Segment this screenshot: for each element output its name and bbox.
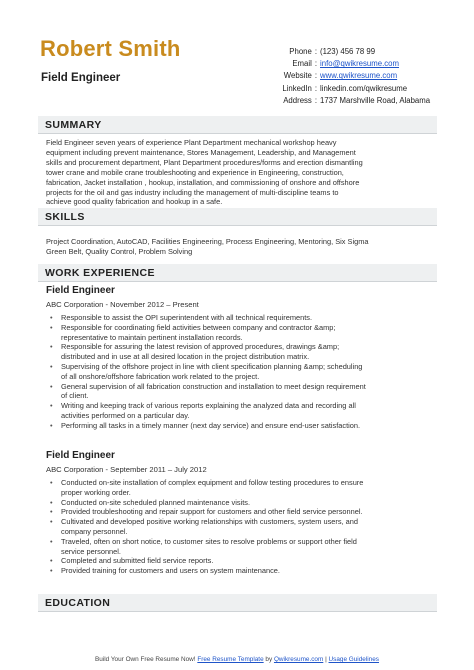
- contact-email: [208, 58, 438, 70]
- contact-linkedin: [208, 83, 438, 95]
- list-item: • Cultivated and developed positive working relationships with customers, system users, and company personnel.: [46, 517, 435, 537]
- summary-line: achieve good quality fabrication and hookup in a safe.: [46, 197, 223, 207]
- footer-prefix: Build Your Own Free Resume Now!: [95, 656, 196, 663]
- list-item: • Conducted on-site scheduled planned maintenance visits.: [46, 498, 435, 508]
- list-item: • Completed and submitted field service reports.: [46, 556, 435, 566]
- footer-site-link[interactable]: Qwikresume.com: [273, 656, 324, 663]
- summary-section-header: [38, 116, 437, 134]
- address-value: 1737 Marshville Road, Alabama: [320, 95, 431, 105]
- summary-line: projects for the oil and gas industry including the management of multi-discipline teams to: [46, 187, 339, 197]
- phone-value: (123) 456 78 99: [320, 47, 376, 56]
- list-item: • General supervision of all fabrication construction and installation to meet design requirement of client.: [46, 382, 435, 402]
- skills-section-header: [38, 208, 437, 226]
- skills-line: Green Belt, Quality Control, Problem Solving: [46, 246, 193, 256]
- candidate-title: Field Engineer: [41, 72, 121, 84]
- email-link[interactable]: info@qwikresume.com: [320, 59, 399, 69]
- phone-separator: :: [314, 47, 317, 56]
- linkedin-separator: :: [314, 83, 317, 93]
- summary-line: equipment including prevent maintenance, Stores Management, Leadership, and Management: [46, 147, 356, 157]
- experience-heading: WORK EXPERIENCE: [45, 267, 155, 279]
- job-title: Field Engineer: [46, 285, 115, 296]
- address-label: Address: [283, 95, 312, 105]
- summary-text: [46, 138, 435, 207]
- footer-template-link[interactable]: Free Resume Template: [197, 656, 264, 663]
- list-item: • Responsible for coordinating field activities between company and contractor &amp; representative to maintain pertinent installation records.: [46, 323, 435, 343]
- job-bullets: [46, 313, 435, 431]
- list-item: • Responsible to assist the OPI superintendent with all technical requirements.: [46, 313, 435, 323]
- address-separator: :: [314, 95, 317, 105]
- contact-phone: [208, 46, 438, 58]
- job-meta: ABC Corporation - November 2012 – Present: [46, 300, 199, 309]
- linkedin-value: linkedin.com/qwikresume: [320, 83, 408, 93]
- contact-block: [208, 46, 438, 107]
- skills-line: Project Coordination, AutoCAD, Facilities Engineering, Process Engineering, Mentoring, Six Sigma: [46, 237, 369, 246]
- email-separator: :: [314, 59, 317, 69]
- list-item: • Traveled, often on short notice, to customer sites to resolve problems or support other field service personnel.: [46, 537, 435, 557]
- list-item: • Conducted on-site installation of complex equipment and follow testing procedures to ensure proper working order.: [46, 478, 435, 498]
- summary-line: skills and procurement department, Plant Department procedures/forms and erection dismantling: [46, 157, 363, 167]
- skills-heading: SKILLS: [45, 211, 85, 223]
- candidate-name: Robert Smith: [40, 36, 181, 61]
- education-heading: EDUCATION: [45, 597, 111, 609]
- list-item: • Responsible for assuring the latest revision of approved procedures, drawings &amp; distributed and in use at all desired location in the project distribution matrix.: [46, 342, 435, 362]
- page-footer: [0, 656, 474, 663]
- footer-separator: |: [323, 656, 329, 663]
- email-label: Email: [292, 59, 312, 69]
- job-meta: ABC Corporation - September 2011 – July 2012: [46, 465, 207, 474]
- list-item: • Provided training for customers and users on system maintenance.: [46, 566, 435, 576]
- footer-guidelines-link[interactable]: Usage Guidelines: [328, 656, 379, 663]
- footer-by: by: [263, 656, 274, 663]
- phone-label: Phone: [289, 47, 312, 56]
- list-item: • Performing all tasks in a timely manner (next day service) and ensure end-user satisfaction.: [46, 421, 435, 431]
- summary-line: tower crane and mobile crane troubleshooting and experience in Engineering, construction,: [46, 167, 344, 177]
- summary-heading: SUMMARY: [45, 119, 102, 131]
- list-item: • Writing and keeping track of various reports explaining the analyzed data and recording all activities performed on a particular day.: [46, 401, 435, 421]
- summary-line: fabrication, Jacket installation , hookup, installation, and commissioning of onshore and offshore: [46, 177, 360, 187]
- website-link[interactable]: www.qwikresume.com: [320, 71, 398, 81]
- contact-website: [208, 70, 438, 82]
- education-section-header: [38, 594, 437, 612]
- website-label: Website: [283, 71, 312, 81]
- job-title: Field Engineer: [46, 450, 115, 461]
- list-item: • Provided troubleshooting and repair support for customers and other field service personnel.: [46, 507, 435, 517]
- experience-section-header: [38, 264, 437, 282]
- website-separator: :: [314, 71, 317, 81]
- job-bullets: [46, 478, 435, 576]
- contact-address: [208, 95, 438, 107]
- skills-text: [46, 237, 435, 257]
- summary-line: Field Engineer seven years of experience Plant Department mechanical workshop heavy: [46, 138, 337, 147]
- linkedin-label: LinkedIn: [282, 83, 312, 93]
- list-item: • Supervising of the offshore project in line with client specification planning &amp; scheduling of all onshore/offshore fabrication work related to the project.: [46, 362, 435, 382]
